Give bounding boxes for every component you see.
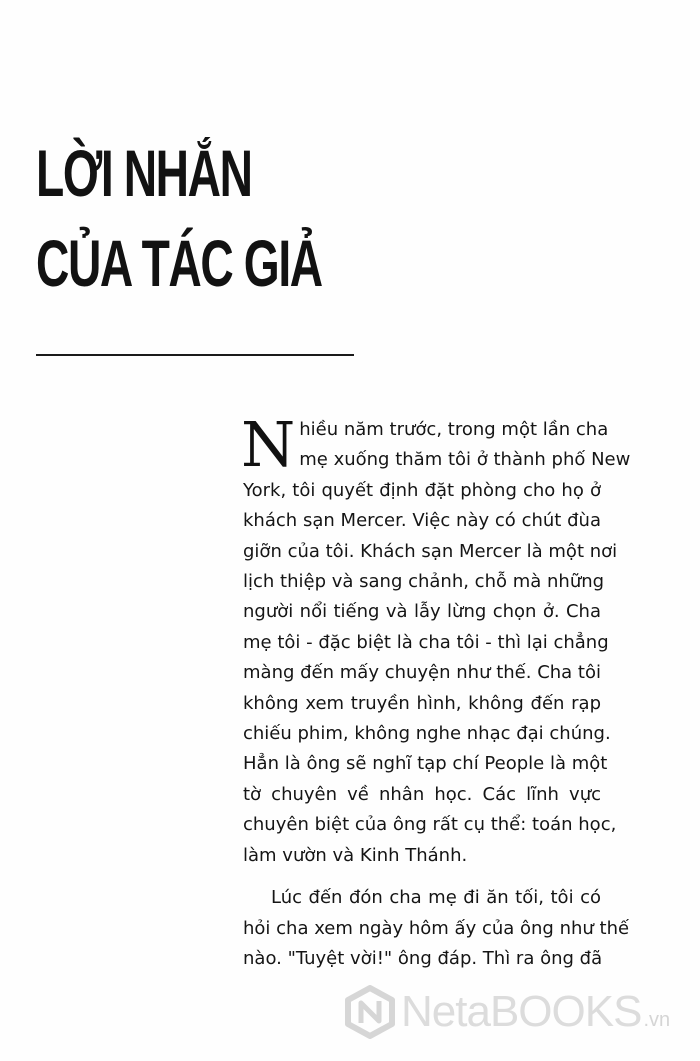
body-text [241,408,631,974]
chapter-title-line-1: LỜI NHẮN [36,136,252,210]
text-line: chuyên biệt của ông rất cụ thể: toán học, [243,814,617,836]
text-line: hỏi cha xem ngày hôm ấy của ông như thế [243,917,630,939]
text-line: lịch thiệp và sang chảnh, chỗ mà những [243,571,605,593]
text-line: khách sạn Mercer. Việc này có chút đùa [243,510,601,532]
text-line: người nổi tiếng và lẫy lừng chọn ở. Cha [243,601,601,623]
title-divider [36,354,354,356]
text-line: Lúc đến đón cha mẹ đi ăn tối, tôi có [271,887,601,909]
text-line: nào. "Tuyệt vời!" ông đáp. Thì ra ông đã [243,947,603,969]
text-line: không xem truyền hình, không đến rạp [243,692,601,714]
text-line-last: làm vườn và Kinh Thánh. [243,844,468,866]
text-line: giỡn của tôi. Khách sạn Mercer là một nơi [243,540,618,562]
text-line: York, tôi quyết định đặt phòng cho họ ở [243,479,601,501]
watermark-suffix: .vn [643,1009,671,1031]
drop-cap: N [241,408,296,481]
chapter-title [36,128,322,308]
text-line: tờ chuyên về nhân học. Các lĩnh vực [243,783,601,805]
text-line: mẹ tôi - đặc biệt là cha tôi - thì lại chẳng [243,631,609,653]
paragraph-2 [243,883,630,974]
chapter-title-line-2: CỦA TÁC GIẢ [36,226,322,300]
text-line: hiều năm trước, trong một lần cha [299,419,609,440]
paragraph-1 [241,408,631,871]
text-line: Hẳn là ông sẽ nghĩ tạp chí People là một [243,753,608,775]
text-line: chiếu phim, không nghe nhạc đại chúng. [243,723,611,745]
netabooks-watermark [343,982,670,1042]
text-line: màng đến mấy chuyện như thế. Cha tôi [243,662,601,684]
watermark-brand: NetaBOOKS [401,987,642,1036]
text-line: mẹ xuống thăm tôi ở thành phố New [299,449,631,471]
netabooks-logo-icon [343,985,397,1039]
